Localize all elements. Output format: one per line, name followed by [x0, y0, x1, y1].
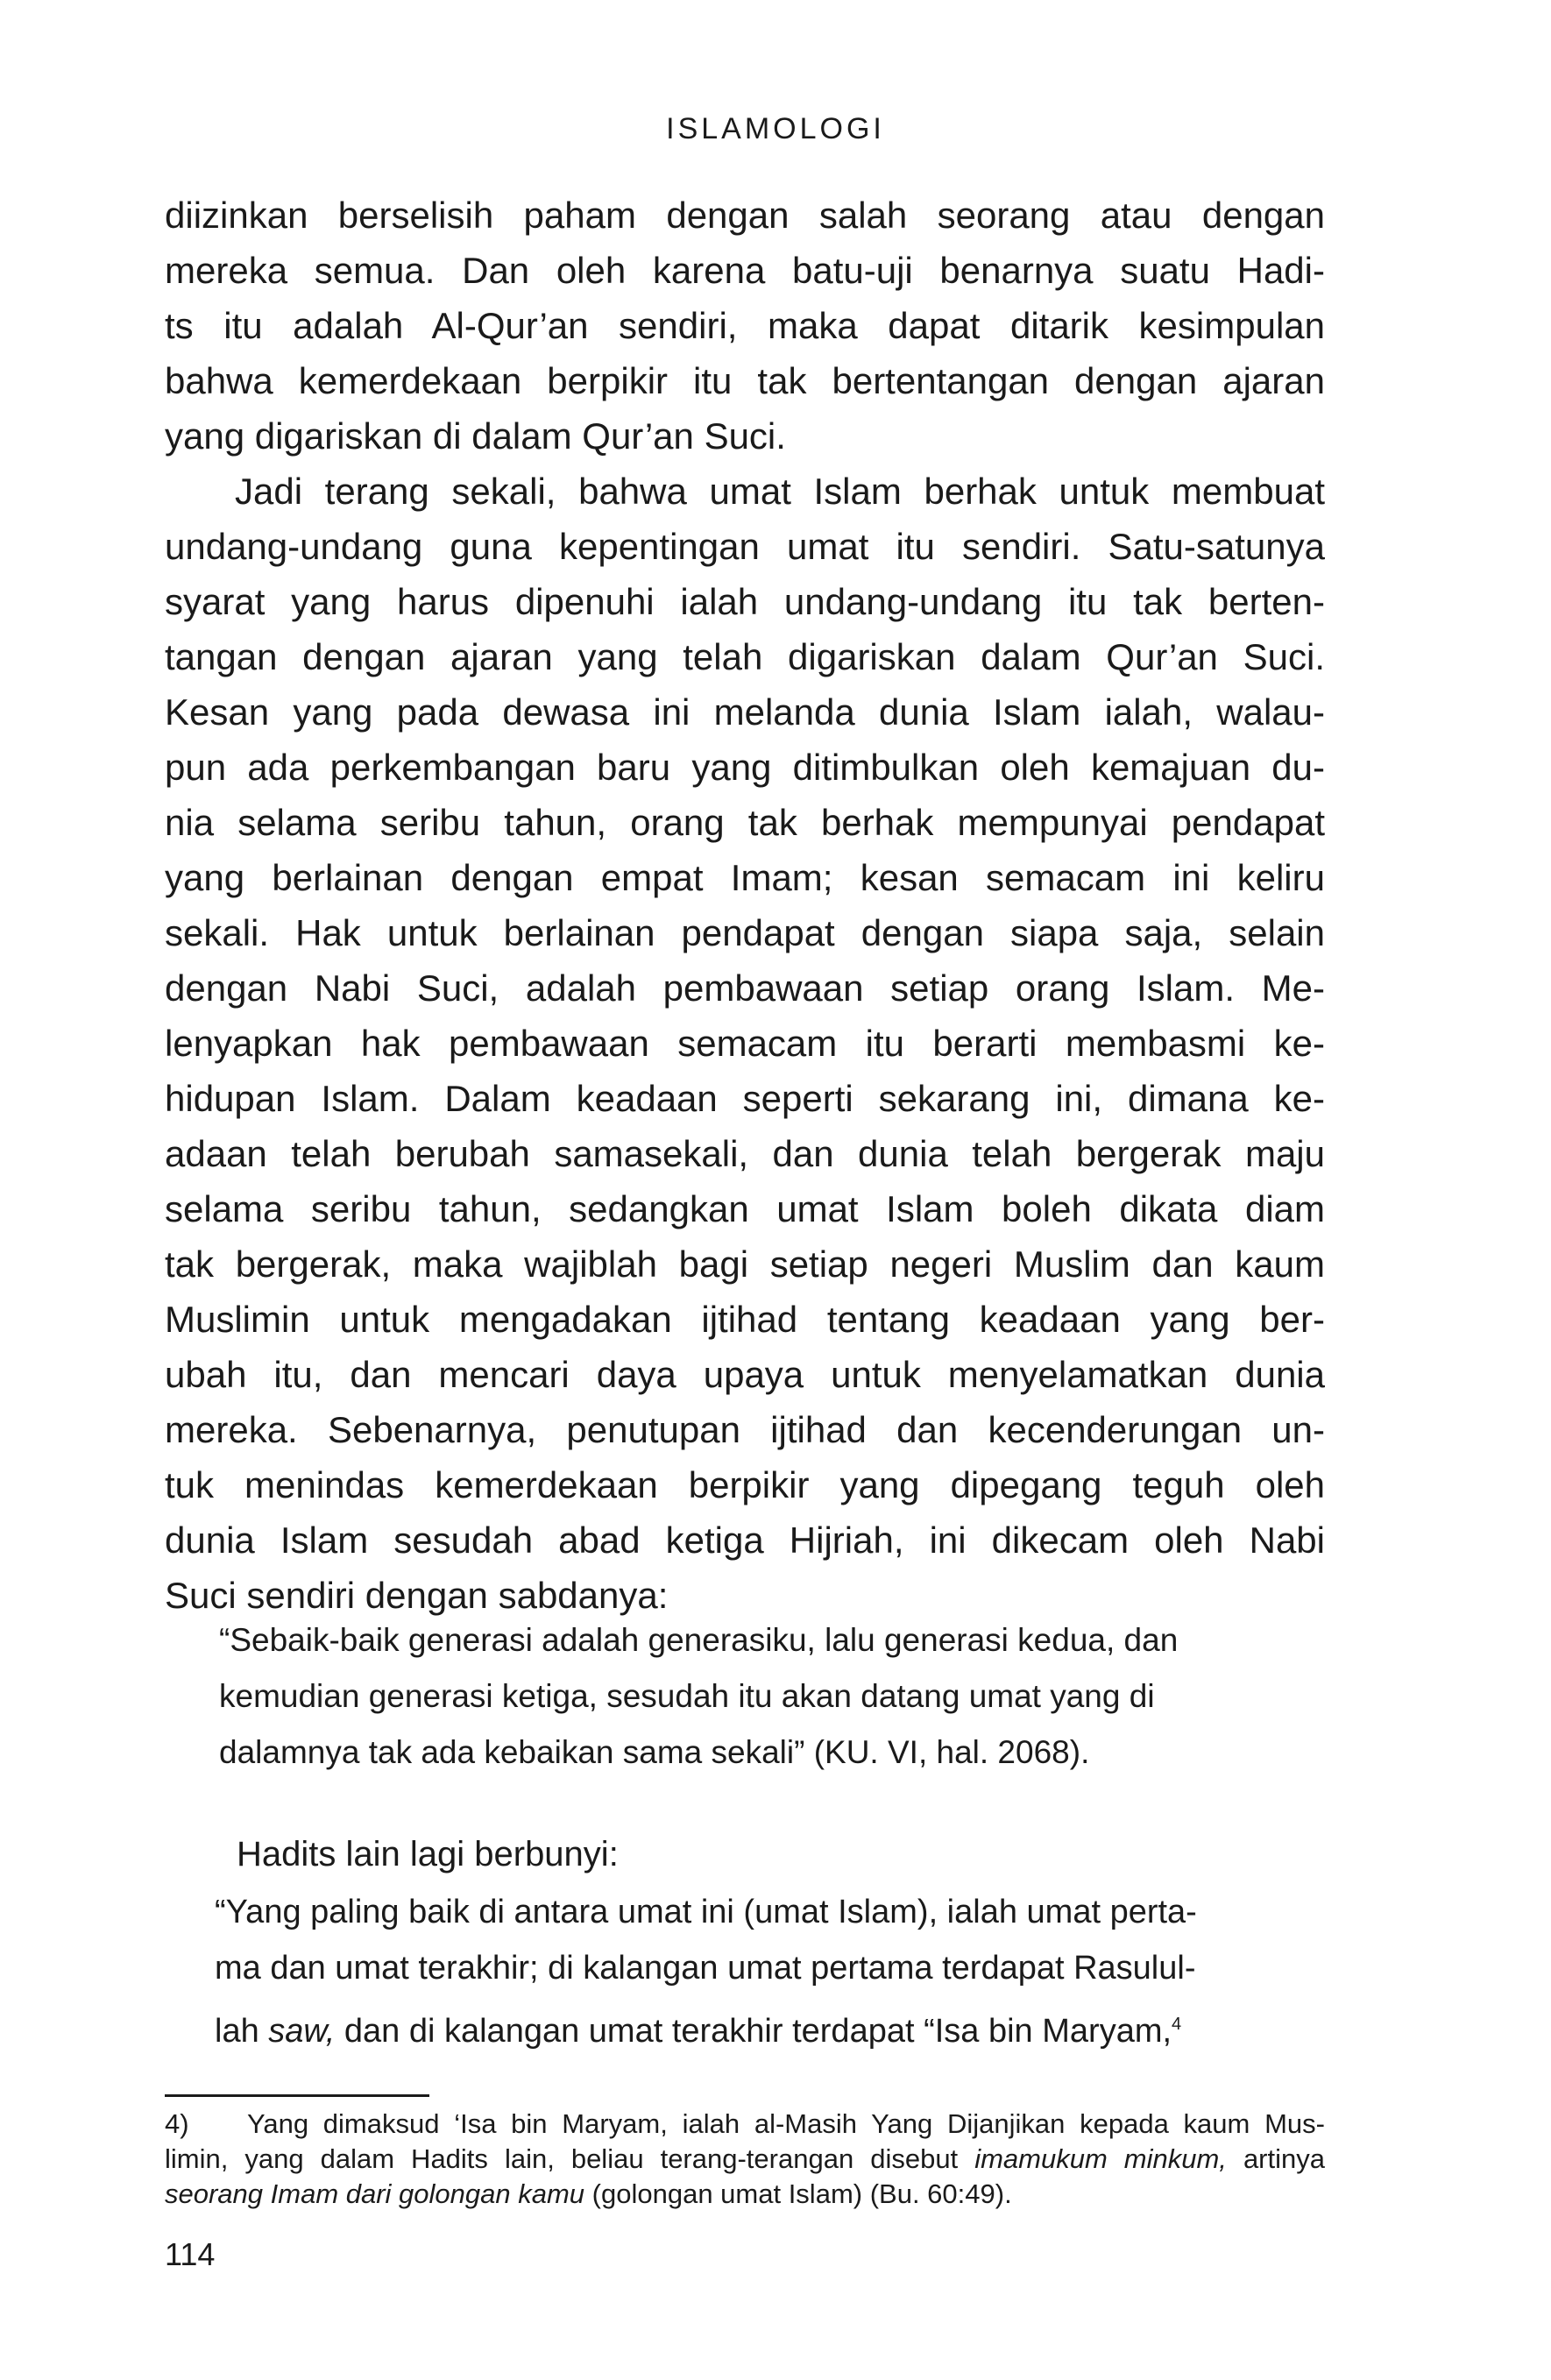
footnote-line — [165, 2142, 1325, 2177]
hadith-quote-2 — [215, 1884, 1271, 2059]
text-line: sekali. Hak untuk berlainan pendapat dengan siapa saja, selain — [165, 912, 1325, 953]
text-line: yang digariskan di dalam Qur’an Suci. — [165, 415, 786, 457]
quote-line: “Sebaik-baik generasi adalah generasiku, lalu generasi kedua, dan — [219, 1622, 1179, 1658]
text-line: bahwa kemerdekaan berpikir itu tak bertentangan dengan ajaran — [165, 360, 1325, 401]
text-line: mereka semua. Dan oleh karena batu-uji benarnya suatu Hadi- — [165, 250, 1325, 291]
text-line: ubah itu, dan mencari daya upaya untuk menyelamatkan dunia — [165, 1354, 1325, 1395]
text-line: Suci sendiri dengan sabdanya: — [165, 1575, 669, 1616]
text-line: Kesan yang pada dewasa ini melanda dunia Islam ialah, walau- — [165, 691, 1325, 733]
footnote-text: limin, yang dalam Hadits lain, beliau terang-terangan disebut — [165, 2143, 975, 2174]
text-line: ts itu adalah Al-Qur’an sendiri, maka dapat ditarik kesimpulan — [165, 305, 1325, 346]
text-line: syarat yang harus dipenuhi ialah undang-undang itu tak berten- — [165, 581, 1325, 622]
text-line: Muslimin untuk mengadakan ijtihad tentang keadaan yang ber- — [165, 1299, 1325, 1340]
quote-line: ma dan umat terakhir; di kalangan umat pertama terdapat Rasulul- — [215, 1950, 1196, 1987]
quote-line: dalamnya tak ada kebaikan sama sekali” (KU. VI, hal. 2068). — [219, 1734, 1090, 1770]
quote-line: “Yang paling baik di antara umat ini (umat Islam), ialah umat perta- — [215, 1894, 1197, 1930]
footnote-text: artinya — [1226, 2143, 1325, 2174]
text-line: nia selama seribu tahun, orang tak berhak mempunyai pendapat — [165, 802, 1325, 843]
quote-italic-text: saw, — [268, 2013, 336, 2050]
text-line: pun ada perkembangan baru yang ditimbulkan oleh kemajuan du- — [165, 747, 1325, 788]
page-number: 114 — [165, 2236, 216, 2272]
footnote-marker: 4 — [1172, 2015, 1182, 2034]
text-line: mereka. Sebenarnya, penutupan ijtihad dan kecenderungan un- — [165, 1409, 1325, 1450]
quote-text: lah — [215, 2013, 269, 2050]
text-line: hidupan Islam. Dalam keadaan seperti sekarang ini, dimana ke- — [165, 1078, 1325, 1119]
footnote-line: 4) Yang dimaksud ‘Isa bin Maryam, ialah al-Masih Yang Dijanjikan kepada kaum Mus- — [165, 2108, 1325, 2139]
running-header: ISLAMOLOGI — [666, 112, 885, 145]
footnote-divider — [165, 2094, 429, 2097]
text-line: undang-undang guna kepentingan umat itu sendiri. Satu-satunya — [165, 526, 1325, 567]
text-line: adaan telah berubah samasekali, dan dunia telah bergerak maju — [165, 1133, 1325, 1174]
quote-line: kemudian generasi ketiga, sesudah itu akan datang umat yang di — [219, 1678, 1155, 1714]
footnote-italic-text: imamukum minkum, — [974, 2143, 1227, 2174]
text-line: selama seribu tahun, sedangkan umat Islam boleh dikata diam — [165, 1188, 1325, 1229]
text-line: dengan Nabi Suci, adalah pembawaan setiap orang Islam. Me- — [165, 967, 1325, 1009]
text-line: tangan dengan ajaran yang telah digariskan dalam Qur’an Suci. — [165, 636, 1325, 677]
footnote — [165, 2107, 1325, 2212]
text-line: tak bergerak, maka wajiblah bagi setiap negeri Muslim dan kaum — [165, 1243, 1325, 1285]
paragraph-2 — [165, 464, 1325, 1623]
text-line: tuk menindas kemerdekaan berpikir yang dipegang teguh oleh — [165, 1464, 1325, 1505]
paragraph-1 — [165, 188, 1325, 464]
hadith-quote-1 — [219, 1612, 1297, 1781]
hadith-intro-line: Hadits lain lagi berbunyi: — [237, 1835, 619, 1874]
footnote-line — [165, 2177, 1325, 2212]
footnote-italic-text: seorang Imam dari golongan kamu — [165, 2178, 585, 2209]
text-line: yang berlainan dengan empat Imam; kesan semacam ini keliru — [165, 857, 1325, 898]
text-line: Jadi terang sekali, bahwa umat Islam berhak untuk membuat — [235, 471, 1325, 512]
text-line: dunia Islam sesudah abad ketiga Hijriah, ini dikecam oleh Nabi — [165, 1519, 1325, 1561]
quote-text: dan di kalangan umat terakhir terdapat “Isa bin Maryam, — [335, 2013, 1172, 2050]
text-line: diizinkan berselisih paham dengan salah seorang atau dengan — [165, 195, 1325, 236]
footnote-text: (golongan umat Islam) (Bu. 60:49). — [584, 2178, 1012, 2209]
quote-line — [215, 1996, 1271, 2059]
text-line: lenyapkan hak pembawaan semacam itu berarti membasmi ke- — [165, 1023, 1325, 1064]
main-text — [165, 188, 1325, 1623]
